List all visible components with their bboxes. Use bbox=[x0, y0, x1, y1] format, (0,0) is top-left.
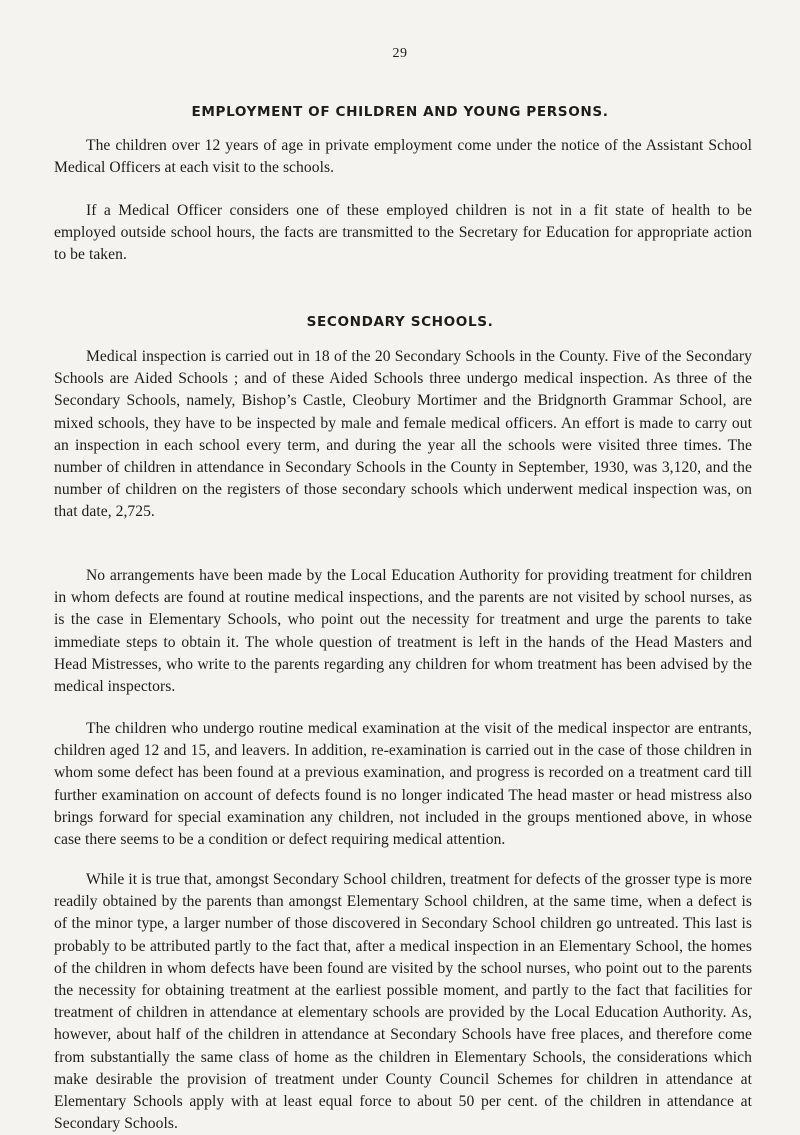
page-number: 29 bbox=[392, 46, 408, 61]
secondary-schools-heading: SECONDARY SCHOOLS. bbox=[306, 314, 494, 330]
secondary-paragraph-1: Medical inspection is carried out in 18 of the 20 Secondary Schools in the County. Five of the Secondary Schools are Aided Schools ; and of these Aided Schools three undergo medical inspection. As three of the Secondary Schools, namely, Bishop’s Castle, Cleobury Mortimer and the Bridgnorth Grammar School, are mixed schools, they have to be inspected by male and female medical officers. An effort is made to carry out an inspection in each school every term, and during the year all the schools were visited three times. The number of children in attendance in Secondary Schools in the County in September, 1930, was 3,120, and the number of children on the registers of those secondary schools which underwent medical inspection was, on that date, 2,725. bbox=[54, 348, 752, 521]
employment-paragraph-1: The children over 12 years of age in private employment come under the notice of the Assistant School Medical Officers at each visit to the schools. bbox=[54, 137, 752, 177]
secondary-paragraph-4: While it is true that, amongst Secondary School children, treatment for defects of the grosser type is more readily obtained by the parents than amongst Elementary School children, at the same time, when a defect is of the minor type, a larger number of those discovered in Secondary School children go untreated. This last is probably to be attributed partly to the fact that, after a medical inspection in an Elementary School, the homes of the children in whom defects have been found are visited by the school nurses, who point out to the parents the necessity for obtaining treatment at the earliest possible moment, and partly to the fact that facilities for treatment of children in attendance at elementary schools are provided by the Local Education Authority. As, however, about half of the children in attendance at Secondary Schools have free places, and therefore come from substantially the same class of home as the children in Elementary Schools, the considerations which make desirable the provision of treatment under County Council Schemes for children in attendance at Elementary Schools apply with at least equal force to about 50 per cent. of the children in attendance at Secondary Schools. bbox=[54, 871, 752, 1133]
employment-paragraph-2: If a Medical Officer considers one of these employed children is not in a fit state of health to be employed outside school hours, the facts are transmitted to the Secretary for Education for appropriate action to be taken. bbox=[54, 202, 752, 264]
employment-heading: EMPLOYMENT OF CHILDREN AND YOUNG PERSONS. bbox=[191, 104, 609, 120]
secondary-paragraph-3: The children who undergo routine medical examination at the visit of the medical inspector are entrants, children aged 12 and 15, and leavers. In addition, re-examination is carried out in the case of those children in whom some defect has been found at a previous examination, and progress is recorded on a treatment card till further examination on account of defects found is no longer indicated The head master or head mistress also brings forward for special examination any children, not included in the groups mentioned above, in whose case there seems to be a condition or defect requiring medical attention. bbox=[54, 720, 752, 849]
secondary-paragraph-2: No arrangements have been made by the Local Education Authority for providing treatment for children in whom defects are found at routine medical inspections, and the parents are not visited by school nurses, as is the case in Elementary Schools, who point out the necessity for treatment and urge the parents to take immediate steps to obtain it. The whole question of treatment is left in the hands of the Head Masters and Head Mistresses, who write to the parents regarding any children for whom treatment has been advised by the medical inspectors. bbox=[54, 567, 752, 696]
